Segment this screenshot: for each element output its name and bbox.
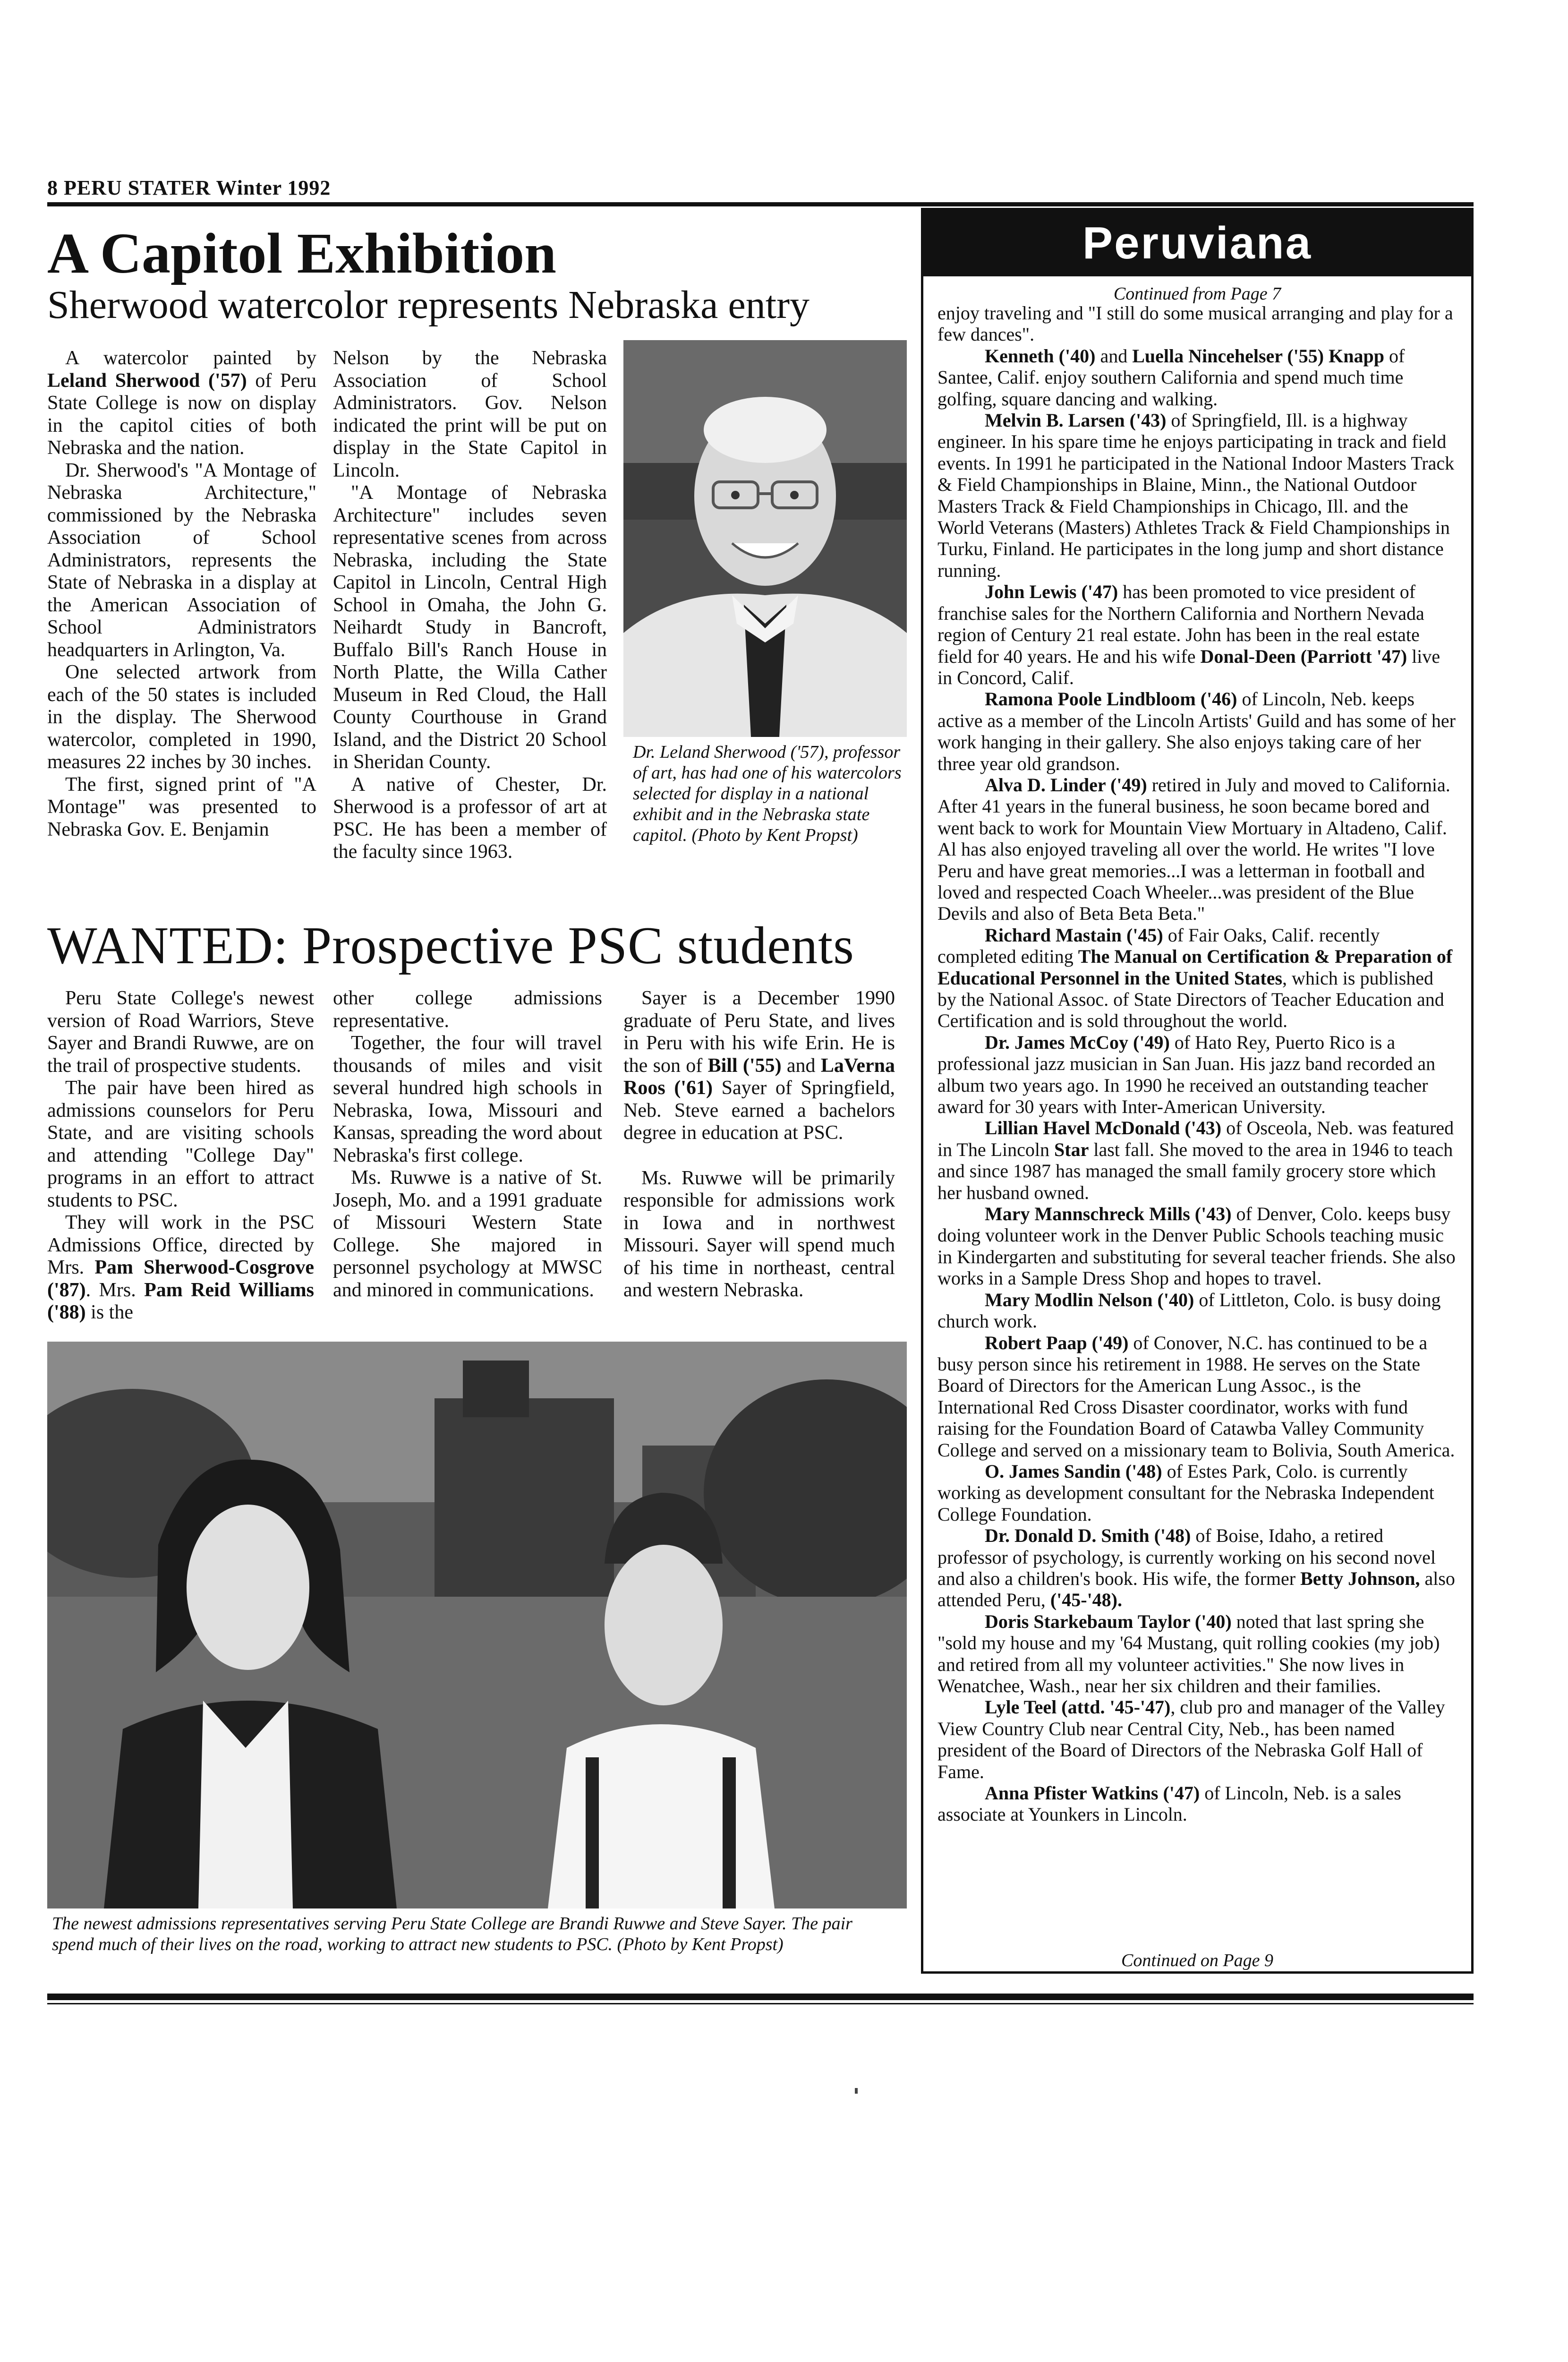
top-rule [47, 202, 1474, 206]
story2-column-1 [47, 987, 314, 1324]
portrait-illustration [623, 340, 907, 737]
story2-column-3 [623, 987, 895, 1302]
alumni-entry: O. James Sandin ('48) of Estes Park, Colo. is currently working as development consultant for the Nebraska Independent College Foundation. [937, 1460, 1434, 1525]
alumni-entry: Dr. James McCoy ('49) of Hato Rey, Puerto Rico is a professional jazz musician in San Juan. His jazz band recorded an album two years ago. In 1990 he received an outstanding teacher award for 30 years with Inter-American University. [937, 1031, 1436, 1118]
story1-col1-para-2: Dr. Sherwood's "A Montage of Nebraska Architecture," commissioned by the Nebraska Association of School Administrators, represents the State of Nebraska in a display at the American Association of School Administrators headquarters in Arlington, Va. [47, 459, 316, 661]
story2-col2-para-2: Together, the four will travel thousands of miles and visit several hundred high schools in Nebraska, Iowa, Missouri and Kansas, spreading the word about Nebraska's first college. [333, 1032, 602, 1166]
story2-col3-para-1: Sayer is a December 1990 graduate of Peru State, and lives in Peru with his wife Erin. He is the son of Bill ('55) and LaVerna Roos ('61) Sayer of Springfield, Neb. Steve earned a bachelors degree in education at PSC. [623, 987, 895, 1144]
group-photo-caption: The newest admissions representatives serving Peru State College are Brandi Ruwwe and Steve Sayer. The pair spend much of their lives on the road, working to attract new students to PSC. (Photo by Kent Propst) [52, 1914, 852, 1954]
story2-col2-para-3: Ms. Ruwwe is a native of St. Joseph, Mo. and a 1991 graduate of Missouri Western State College. She majored in personnel psychology at MWSC and minored in communications. [333, 1167, 602, 1301]
story2-column-2 [333, 987, 602, 1301]
peruviana-banner: Peruviana [923, 210, 1471, 276]
bottom-rule-thin [47, 2003, 1474, 2004]
page-folio: 8 PERU STATER Winter 1992 [47, 176, 331, 199]
story1-column-2 [333, 347, 607, 864]
alumni-entry: Anna Pfister Watkins ('47) of Lincoln, Neb. is a sales associate at Younkers in Lincoln. [937, 1782, 1401, 1825]
story1-deck: Sherwood watercolor represents Nebraska entry [47, 283, 810, 327]
story2-headline: WANTED: Prospective PSC students [47, 916, 854, 975]
alumni-entry: Robert Paap ('49) of Conover, N.C. has continued to be a busy person since his retirement in 1988. He serves on the State Board of Directors for the American Lung Assoc., is the International Red Cross Disaster coordinator, works with fund raising for the Foundation Board of Catawba Valley Community College and served on a missionary team to Bolivia, South America. [937, 1332, 1455, 1461]
story1-col2-para-1: Nelson by the Nebraska Association of School Administrators. Gov. Nelson indicated the print will be put on display in the State Capitol in Lincoln. [333, 347, 607, 481]
alumni-entry: Alva D. Linder ('49) retired in July and moved to California. After 41 years in the funeral business, he soon became bored and went back to work for Mountain View Mortuary in Altadeno, Calif. Al has also enjoyed traveling all over the world. He writes "I love Peru and have great memories...I was a letterman in football and loved and respected Coach Wheeler...was president of the Blue Devils and also of Beta Beta Beta." [937, 774, 1450, 924]
bottom-rule [47, 1994, 1474, 2000]
story1-col1-para-3: One selected artwork from each of the 50 states is included in the display. The Sherwood watercolor, completed in 1990, measures 22 inches by 30 inches. [47, 661, 316, 773]
story1-column-1 [47, 347, 316, 841]
alumni-entry: Mary Mannschreck Mills ('43) of Denver, Colo. keeps busy doing volunteer work in the Denver Public Schools teaching music in Kindergarten and substituting for several teacher friends. She also works in a Sample Dress Shop and hopes to travel. [937, 1203, 1456, 1289]
story1-col1-para-1: A watercolor painted by Leland Sherwood ('57) of Peru State College is now on display in the capitol cities of both Nebraska and the nation. [47, 347, 316, 459]
alumni-entry: Dr. Donald D. Smith ('48) of Boise, Idaho, a retired professor of psychology, is currently working on his second novel and also a children's book. His wife, the former Betty Johnson, also attended Peru, ('45-'48). [937, 1525, 1455, 1611]
peruviana-lead: enjoy traveling and "I still do some musical arranging and play for a few dances". [937, 302, 1453, 345]
alumni-entry: Ramona Poole Lindbloom ('46) of Lincoln, Neb. keeps active as a member of the Lincoln Artists' Guild and has some of her work hanging in their gallery. She also enjoys taking care of her three year old grandson. [937, 688, 1456, 774]
story2-col1-para-2: The pair have been hired as admissions counselors for Peru State, and are visiting schools and attending "College Day" programs in an effort to attract students to PSC. [47, 1077, 314, 1211]
alumni-entry: John Lewis ('47) has been promoted to vice president of franchise sales for the Northern California and Northern Nevada region of Century 21 real estate. John has been in the real estate field for 40 years. He and his wife Donal-Deen (Parriott '47) live in Concord, Calif. [937, 581, 1440, 688]
alumni-entry: Doris Starkebaum Taylor ('40) noted that last spring she "sold my house and my '64 Mustang, quit rolling cookies (my job) and retired from all my volunteer activities." She now lives in Wenatchee, Wash., near her six children and their families. [937, 1610, 1440, 1696]
story2-col2-para-1: other college admissions representative. [333, 987, 602, 1032]
continued-on-note: Continued on Page 9 [1121, 1951, 1273, 1970]
sherwood-portrait-photo [623, 340, 907, 737]
alumni-entry: Richard Mastain ('45) of Fair Oaks, Calif. recently completed editing The Manual on Certification & Preparation of Educational Personnel in the United States, which is published by the National Assoc. of State Directors of Teacher Education and Certification and is sold throughout the world. [937, 924, 1453, 1032]
story1-col2-para-2: "A Montage of Nebraska Architecture" includes seven representative scenes from across Nebraska, including the State Capitol in Lincoln, Central High School in Omaha, the John G. Neihardt Study in Bancroft, Buffalo Bill's Ranch House in North Platte, the Willa Cather Museum in Red Cloud, the Hall County Courthouse in Grand Island, and the District 20 School in Sheridan County. [333, 482, 607, 773]
alumni-entry: Lillian Havel McDonald ('43) of Osceola, Neb. was featured in The Lincoln Star last fall. She moved to the area in 1946 to teach and since 1987 has managed the small family grocery store which her husband owned. [937, 1117, 1454, 1203]
admissions-reps-photo [47, 1342, 907, 1908]
portrait-caption: Dr. Leland Sherwood ('57), professor of art, has had one of his watercolors selected for display in a national exhibit and in the Nebraska state capitol. (Photo by Kent Propst) [633, 742, 902, 845]
alumni-entry: Kenneth ('40) and Luella Nincehelser ('55) Knapp of Santee, Calif. enjoy southern California and spend much time golfing, square dancing and walking. [937, 345, 1405, 410]
story1-col1-para-4: The first, signed print of "A Montage" was presented to Nebraska Gov. E. Benjamin [47, 773, 316, 840]
alumni-entry: Melvin B. Larsen ('43) of Springfield, Ill. is a highway engineer. In his spare time he enjoys participating in track and field events. In 1991 he participated in the National Indoor Masters Track & Field Championships in Blaine, Minn., the National Outdoor Masters Track & Field Championships in Chicago, Ill. and the World Veterans (Masters) Athletes Track & Field Championships in Turku, Finland. He participates in the long jump and short distance running. [937, 410, 1455, 581]
story1-col2-para-3: A native of Chester, Dr. Sherwood is a professor of art at PSC. He has been a member of the faculty since 1963. [333, 773, 607, 863]
story2-col1-para-3: They will work in the PSC Admissions Office, directed by Mrs. Pam Sherwood-Cosgrove ('87). Mrs. Pam Reid Williams ('88) is the [47, 1212, 314, 1323]
continued-from-note: Continued from Page 7 [1113, 284, 1281, 304]
alumni-entry: Lyle Teel (attd. '45-'47), club pro and manager of the Valley View Country Club near Central City, Neb., has been named president of the Board of Directors of the Nebraska Golf Hall of Fame. [937, 1696, 1445, 1782]
stray-mark [855, 2088, 858, 2094]
group-photo-illustration [47, 1342, 907, 1908]
peruviana-body [937, 302, 1457, 1825]
alumni-entry: Mary Modlin Nelson ('40) of Littleton, Colo. is busy doing church work. [937, 1289, 1441, 1332]
story2-col1-para-1: Peru State College's newest version of Road Warriors, Steve Sayer and Brandi Ruwwe, are on the trail of prospective students. [47, 987, 314, 1077]
story2-col3-para-2: Ms. Ruwwe will be primarily responsible for admissions work in Iowa and in northwest Missouri. Sayer will spend much of his time in northeast, central and western Nebraska. [623, 1167, 895, 1301]
story1-headline: A Capitol Exhibition [47, 222, 556, 285]
